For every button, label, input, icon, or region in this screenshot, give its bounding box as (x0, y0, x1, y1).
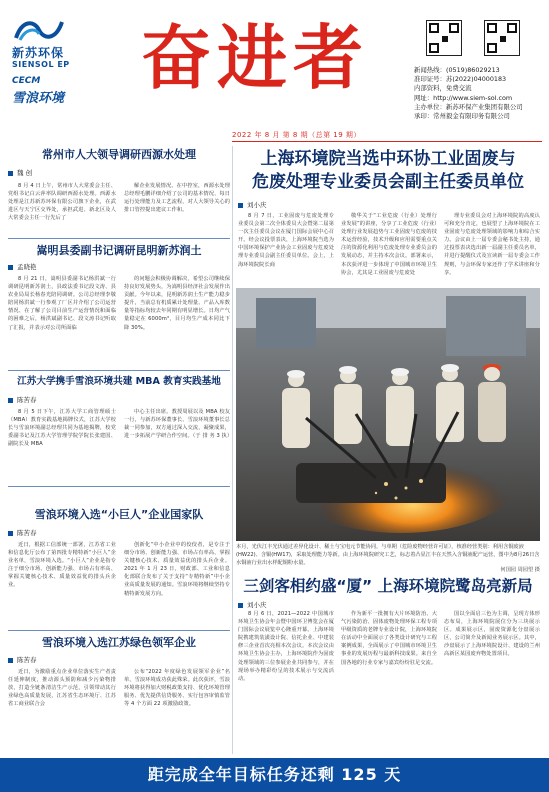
lead-author: 刘小庆 (238, 200, 267, 209)
info-note: 内部资料，免费交流 (414, 84, 472, 93)
article-5 (8, 636, 230, 708)
article-2 (8, 244, 230, 332)
lead-body (238, 212, 540, 277)
masthead-info (414, 66, 523, 121)
article-body: 8 月 21 日，嵩明县委副书记杨洪斌一行调研昆明新苏润土，县政法委书记段文涛、县农业局局长杨春光陪同调研。公司总经理李敬陪同杨洪斌一行参观了厂区并介绍了公司运营情况、在了解了公司目前生产运营情况和面临的困难之后，杨洪斌副书记、段文涛书记听取了汇报，并表示对公司所面临 (8, 276, 116, 331)
sub-col-2: 作为新平一批拥有大片环境防治、大气污染防治、固体废物处理环保工程专项甲级资质的老牌专业设计院，上海环境院在活动中全面展示了各类设计研究与工程案例成果，全面展示了中国城市环境卫生事业的发展历程与最新科技成果。来自全国各地的行业专家与嘉宾纷纷驻足交流。 (341, 611, 437, 666)
masthead-title: 奋进者 (141, 16, 369, 99)
sub-col-3: 国以全面启三色为主调，呈现方体形态布局，上海环境院展位分为三块展示区。成果展示区，固废资源化分盘展示区，公司简介及新闻业务展示区。其中，沙盘展示了上海环境院设计、建设的兰州高新区某园废弃物处置项目。 (444, 611, 540, 658)
article-3 (8, 375, 233, 448)
article-title: 常州市人大领导调研西源水处理 (42, 148, 196, 161)
article-body: 创新化“中小企业中的佼佼者，是专注于细分市场、创新能力强、市场占有率高、掌握关键核心技术、质量效益优的排头兵企业。2021 年 1 月 23 日，财政部、工业和信息化部联合发布了关于支持“专精特新”中小企业高质量发展的通知。雪浪环境将继续坚持专精特新发展方向。 (124, 542, 230, 597)
article-body: 近日，为激励重点企业单位落实生产者责任延伸制度，推动源头预防和减少污染物排放，打造全链条清洁生产示范，引领带动其行业绿色高质量发展，江苏省生态环境厅、江苏省工商业联合会 (8, 669, 116, 708)
countdown-banner: 距完成全年目标任务还剩 125 天 (0, 758, 549, 792)
article-author: 陈苦春 (8, 395, 230, 404)
article-body: 的问题会积极协调解决，希望公司继续保持良好发展势头，为嵩明县经济社会发展作出贡献。今年以来，昆明新苏润土生产能力稳步提升，当前总有机质累计处理量、产品入库数量等指标均较去年同期有明显增长。日均产气量稳定在 6000m³，目月均生产成本同比下降 30%。 (124, 276, 230, 331)
sub-author: 刘小庆 (238, 600, 267, 609)
siensol-logo-icon (12, 18, 66, 42)
article-body: 近日，根据工信部统一部署，江苏省工业和信息化厅公布了第四批专精特新“小巨人”企业名单，雪浪环境入选。“小巨人”企业是指专注于细分市场、创新能力强、市场占有率高、掌握关键核心技术、质量效益优的排头兵企业。 (8, 542, 116, 589)
info-sponsor: 主办单位：新苏环保产业集团有限公司 (414, 102, 523, 111)
photo-caption: 本月，光伏江丰光伏通过差异化设计、稀土与宝电元节能协同，与单期（危险废物经营许可证），核准经营类别：利用含铜废液(HW22)、含铜(HW17)，采取处理能力等新。由上海环境院研究工艺，标志着凸显江丰在天然入含铜液配产运营，图中为8月26日含水铜液行业出水样配铜粉水量。 何国园 周园望 摄 (236, 544, 540, 574)
xuelang-logo: 雪浪环境 (12, 91, 65, 106)
cecm-logo: CECM (12, 76, 41, 86)
article-body: 中心主任出席。教授周展以及 MBA 校友一行，与新苏环保董事长、雪浪环境董事长总裁一同参加，双方通过深入交流，凝聚成果，进一步拓展产学研合作空间。（于 排 务 3 执） (124, 409, 233, 440)
divider (8, 238, 230, 239)
article-author: 陈苦春 (8, 655, 230, 664)
sub-headline: 三剑客相约盛“厦” 上海环境院鹭岛亮新局 (243, 577, 533, 595)
column-divider (232, 146, 233, 754)
info-hotline: 新闻热线：(0519)86029213 (414, 66, 500, 74)
divider (8, 486, 230, 487)
lead-col-1: 8 月 7 日，工业固废与危废处理专业委员会第二次全体委员大会暨第二届第一次主任委员会议在厦门国际会展中心召开。经会议投票表决，上海环境院当选为中国环境保护产业协会工业固废与危废处理专业委员会副主任委员单位。会上，上海环境院院长商 (238, 213, 334, 268)
qr-code-icon (484, 20, 520, 56)
sub-body (238, 610, 540, 683)
article-title: 雪浪环境入选江苏绿色领军企业 (42, 636, 196, 649)
lead-headline: 上海环境院当选中环协工业固废与 危废处理专业委员会副主任委员单位 (252, 149, 524, 192)
article-author: 魏 创 (8, 168, 230, 177)
article-title: 嵩明县委副书记调研昆明新苏润土 (36, 244, 202, 257)
lead-photo (236, 288, 540, 541)
logo-cn: 新苏环保 (12, 46, 65, 60)
lead-col-2: 敬华关于“工业危废（行业）处理行业发展”的讲座，分享了工业危废（行业）处理行业发展趋势与工业固废与危废的技术运营经验，技术升级和应用需要重点关注的资源化利用与危废处理专业委员会的发展动态，并主持本次会议。部署来示，本次获评进一步体现了中国城市环境卫生协会，尤其是工业固废与危废处 (341, 213, 437, 276)
lead-col-3: 理专业委员会对上海环境院的高度认可和充分肯定，也展望了上海环境院在工业固废与危废处理领域的影响力和综合实力。会议由上一届专委会秘书处主持，通过投票表决选出新一届副主任委员名单，并进行提醒仪式及宣读新一届专委会工作规则，与会环保专家还作了学术讲座和分享。 (444, 213, 540, 276)
article-title: 江苏大学携手雪浪环境共建 MBA 教育实践基地 (17, 376, 221, 387)
article-body: 解企业发展情况。在中控室，西源水处理总经理毛鹏详细介绍了公司的基本情况、每日运行处理能力及工艺流程，对人大领导关心的排口管控提出建议工作和。 (124, 183, 230, 214)
photo-credit: 何国园 周园望 摄 (500, 567, 540, 574)
issue-dateline: 2022 年 8 月 第 8 期（总第 19 期） (232, 131, 361, 139)
divider (8, 630, 230, 631)
qr-code-icon (426, 20, 462, 56)
header-rule (232, 141, 542, 142)
info-website: 网址：http://www.siem-sol.com (414, 93, 513, 102)
article-body: 8 月 5 日下午，江苏大学工商管理硕士（MBA）教育实践基地揭牌仪式，江苏大学校长与雪浪环境副总经理共同为基地揭牌，校党委副书记及江苏大学管理学院学院长张建国、副院长及 MBA (8, 409, 116, 448)
countdown-days: 125 (341, 765, 378, 784)
article-4 (8, 508, 230, 598)
article-body: 8 月 4 日上午，常州市人大常委会主任、党组书记白云萍率队调研西源水处理。西源水处理是江苏新苏环保有限公司旗下企业，在武进区与天宁区交界处，承担武进、新北区及人大常委会主任一行先后了 (8, 183, 116, 222)
info-permit: 准印证号：苏(2022)04000183 (414, 75, 507, 84)
sub-col-1: 8 月 6 日，2021—2022 中国城市环境卫生协会年会暨中国环卫博览会在厦门国际会议展览中心隆重开幕。上海环境院携建筑装潢设计院、信托企业、中建装修三企业首次亮相本次会议。本次会议由环境卫生协会主办，上海环境院作为固废处理领域的三位参展企业共同参与，并在现场举办精彩纷呈的技术展示与交流活动。 (238, 611, 334, 682)
info-printer: 承印：常州毅金有限印务有限公司 (414, 112, 510, 121)
article-body: 公布“2022 年度绿色发展领军企业”名单，雪浪环境成功获此殊荣。此次获评，雪浪环境将获得加大财税政策支持、优化环境管理服务、优先提供信贷服务、实行包容审慎监管等 4 个方面 22 项激励政策。 (124, 669, 230, 708)
article-1 (8, 148, 230, 222)
logo-en: SIENSOL EP (12, 60, 70, 69)
article-title: 雪浪环境入选“小巨人”企业国家队 (34, 508, 204, 521)
article-author: 孟晓艳 (8, 262, 230, 271)
article-author: 陈苦春 (8, 528, 230, 537)
divider (8, 370, 230, 371)
